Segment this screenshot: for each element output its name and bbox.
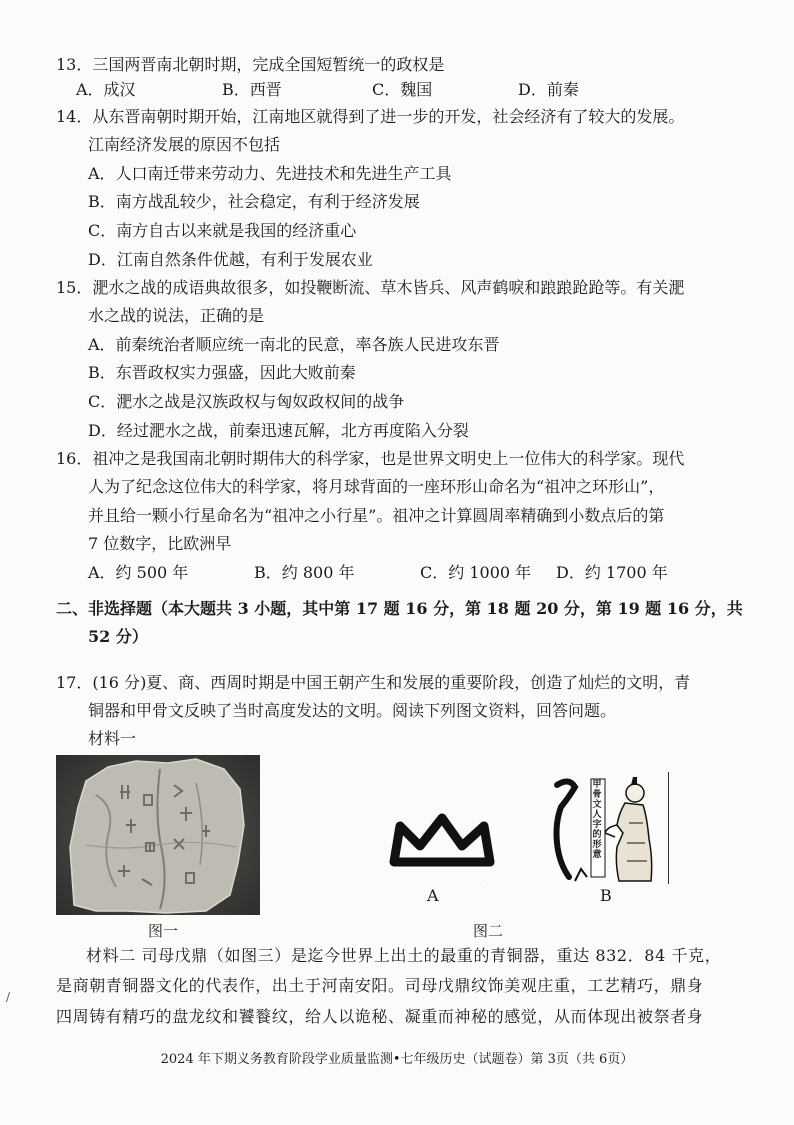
q16-option-a: A．约 500 年 xyxy=(88,563,189,582)
fig2b-divider xyxy=(668,772,669,884)
q17-stem-cont: 铜器和甲骨文反映了当时高度发达的文明。阅读下列图文资料，回答问题。 xyxy=(88,701,617,720)
oracle-bone-drawing xyxy=(56,755,260,915)
q14-option-c: C．南方自古以来就是我国的经济重心 xyxy=(88,221,357,240)
material2-line3: 四周铸有精巧的盘龙纹和饕餮纹，给人以诡秘、凝重而神秘的感觉，从而体现出被祭者身 xyxy=(56,1007,704,1026)
section2-heading: 二、非选择题（本大题共 3 小题，其中第 17 题 16 分，第 18 题 20 分，第 19 题 16 分，共 xyxy=(56,599,743,618)
q15-option-c: C．淝水之战是汉族政权与匈奴政权间的战争 xyxy=(88,392,405,411)
figure2-caption: 图二 xyxy=(473,922,504,940)
section2-heading-cont: 52 分） xyxy=(88,627,148,646)
q17-stem: 17．(16 分)夏、商、西周时期是中国王朝产生和发展的重要阶段，创造了灿烂的文明，青 xyxy=(56,673,691,692)
q14-option-a: A．人口南迁带来劳动力、先进技术和先进生产工具 xyxy=(88,164,452,183)
q16-stem-2: 人为了纪念这位伟大的科学家，将月球背面的一座环形山命名为“祖冲之环形山”， xyxy=(88,477,665,496)
q13-option-d: D．前秦 xyxy=(518,80,579,99)
q15-stem-cont: 水之战的说法，正确的是 xyxy=(88,306,265,325)
q16-option-c: C．约 1000 年 xyxy=(420,563,532,582)
q13-stem: 13．三国两晋南北朝时期，完成全国短暂统一的政权是 xyxy=(56,55,445,74)
material2-line1: 材料二 司母戊鼎（如图三）是迄今世界上出土的最重的青铜器，重达 832．84 千克， xyxy=(86,946,722,965)
q14-option-d: D．江南自然条件优越，有利于发展农业 xyxy=(88,250,373,269)
q15-option-a: A．前秦统治者顺应统一南北的民意，率各族人民进攻东晋 xyxy=(88,335,500,354)
q16-stem-3: 并且给一颗小行星命名为“祖冲之小行星”。祖冲之计算圆周率精确到小数点后的第 xyxy=(88,506,665,525)
mountain-glyph-drawing xyxy=(388,812,498,872)
fig2b-vertical-label: 甲骨文人字的形意 xyxy=(592,780,602,860)
person-glyph-drawing xyxy=(545,773,665,885)
q13-option-c: C．魏国 xyxy=(372,80,433,99)
figure2-label-b: B xyxy=(600,886,612,905)
margin-mark: / xyxy=(6,990,11,1004)
q13-option-a: A．成汉 xyxy=(76,80,136,99)
q16-stem-4: 7 位数字，比欧洲早 xyxy=(88,534,232,553)
q15-option-d: D．经过淝水之战，前秦迅速瓦解，北方再度陷入分裂 xyxy=(88,421,469,440)
fig2a-source-note: · xyxy=(483,878,485,883)
material2-line2: 是商朝青铜器文化的代表作，出土于河南安阳。司母戊鼎纹饰美观庄重，工艺精巧，鼎身 xyxy=(56,976,704,995)
q15-stem: 15．淝水之战的成语典故很多，如投鞭断流、草木皆兵、风声鹤唳和踉踉跄跄等。有关淝 xyxy=(56,278,685,297)
q14-option-b: B．南方战乱较少，社会稳定，有利于经济发展 xyxy=(88,192,420,211)
q16-option-b: B．约 800 年 xyxy=(254,563,355,582)
figure2-label-a: A xyxy=(427,886,439,905)
page-footer: 2024 年下期义务教育阶段学业质量监测•七年级历史（试题卷）第 3页（共 6页） xyxy=(160,1052,634,1067)
material1-label: 材料一 xyxy=(88,729,137,748)
q13-option-b: B．西晋 xyxy=(222,80,282,99)
q15-option-b: B．东晋政权实力强盛，因此大败前秦 xyxy=(88,363,356,382)
q14-stem-cont: 江南经济发展的原因不包括 xyxy=(88,135,281,154)
oracle-person-figure xyxy=(545,773,665,889)
figure1-caption: 图一 xyxy=(148,922,179,940)
q14-stem: 14．从东晋南朝时期开始，江南地区就得到了进一步的开发，社会经济有了较大的发展。 xyxy=(56,107,685,126)
q16-stem: 16．祖冲之是我国南北朝时期伟大的科学家，也是世界文明史上一位伟大的科学家。现代 xyxy=(56,449,685,468)
q16-option-d: D．约 1700 年 xyxy=(556,563,668,582)
oracle-bone-image xyxy=(56,755,260,915)
oracle-mountain-glyph xyxy=(388,812,498,876)
